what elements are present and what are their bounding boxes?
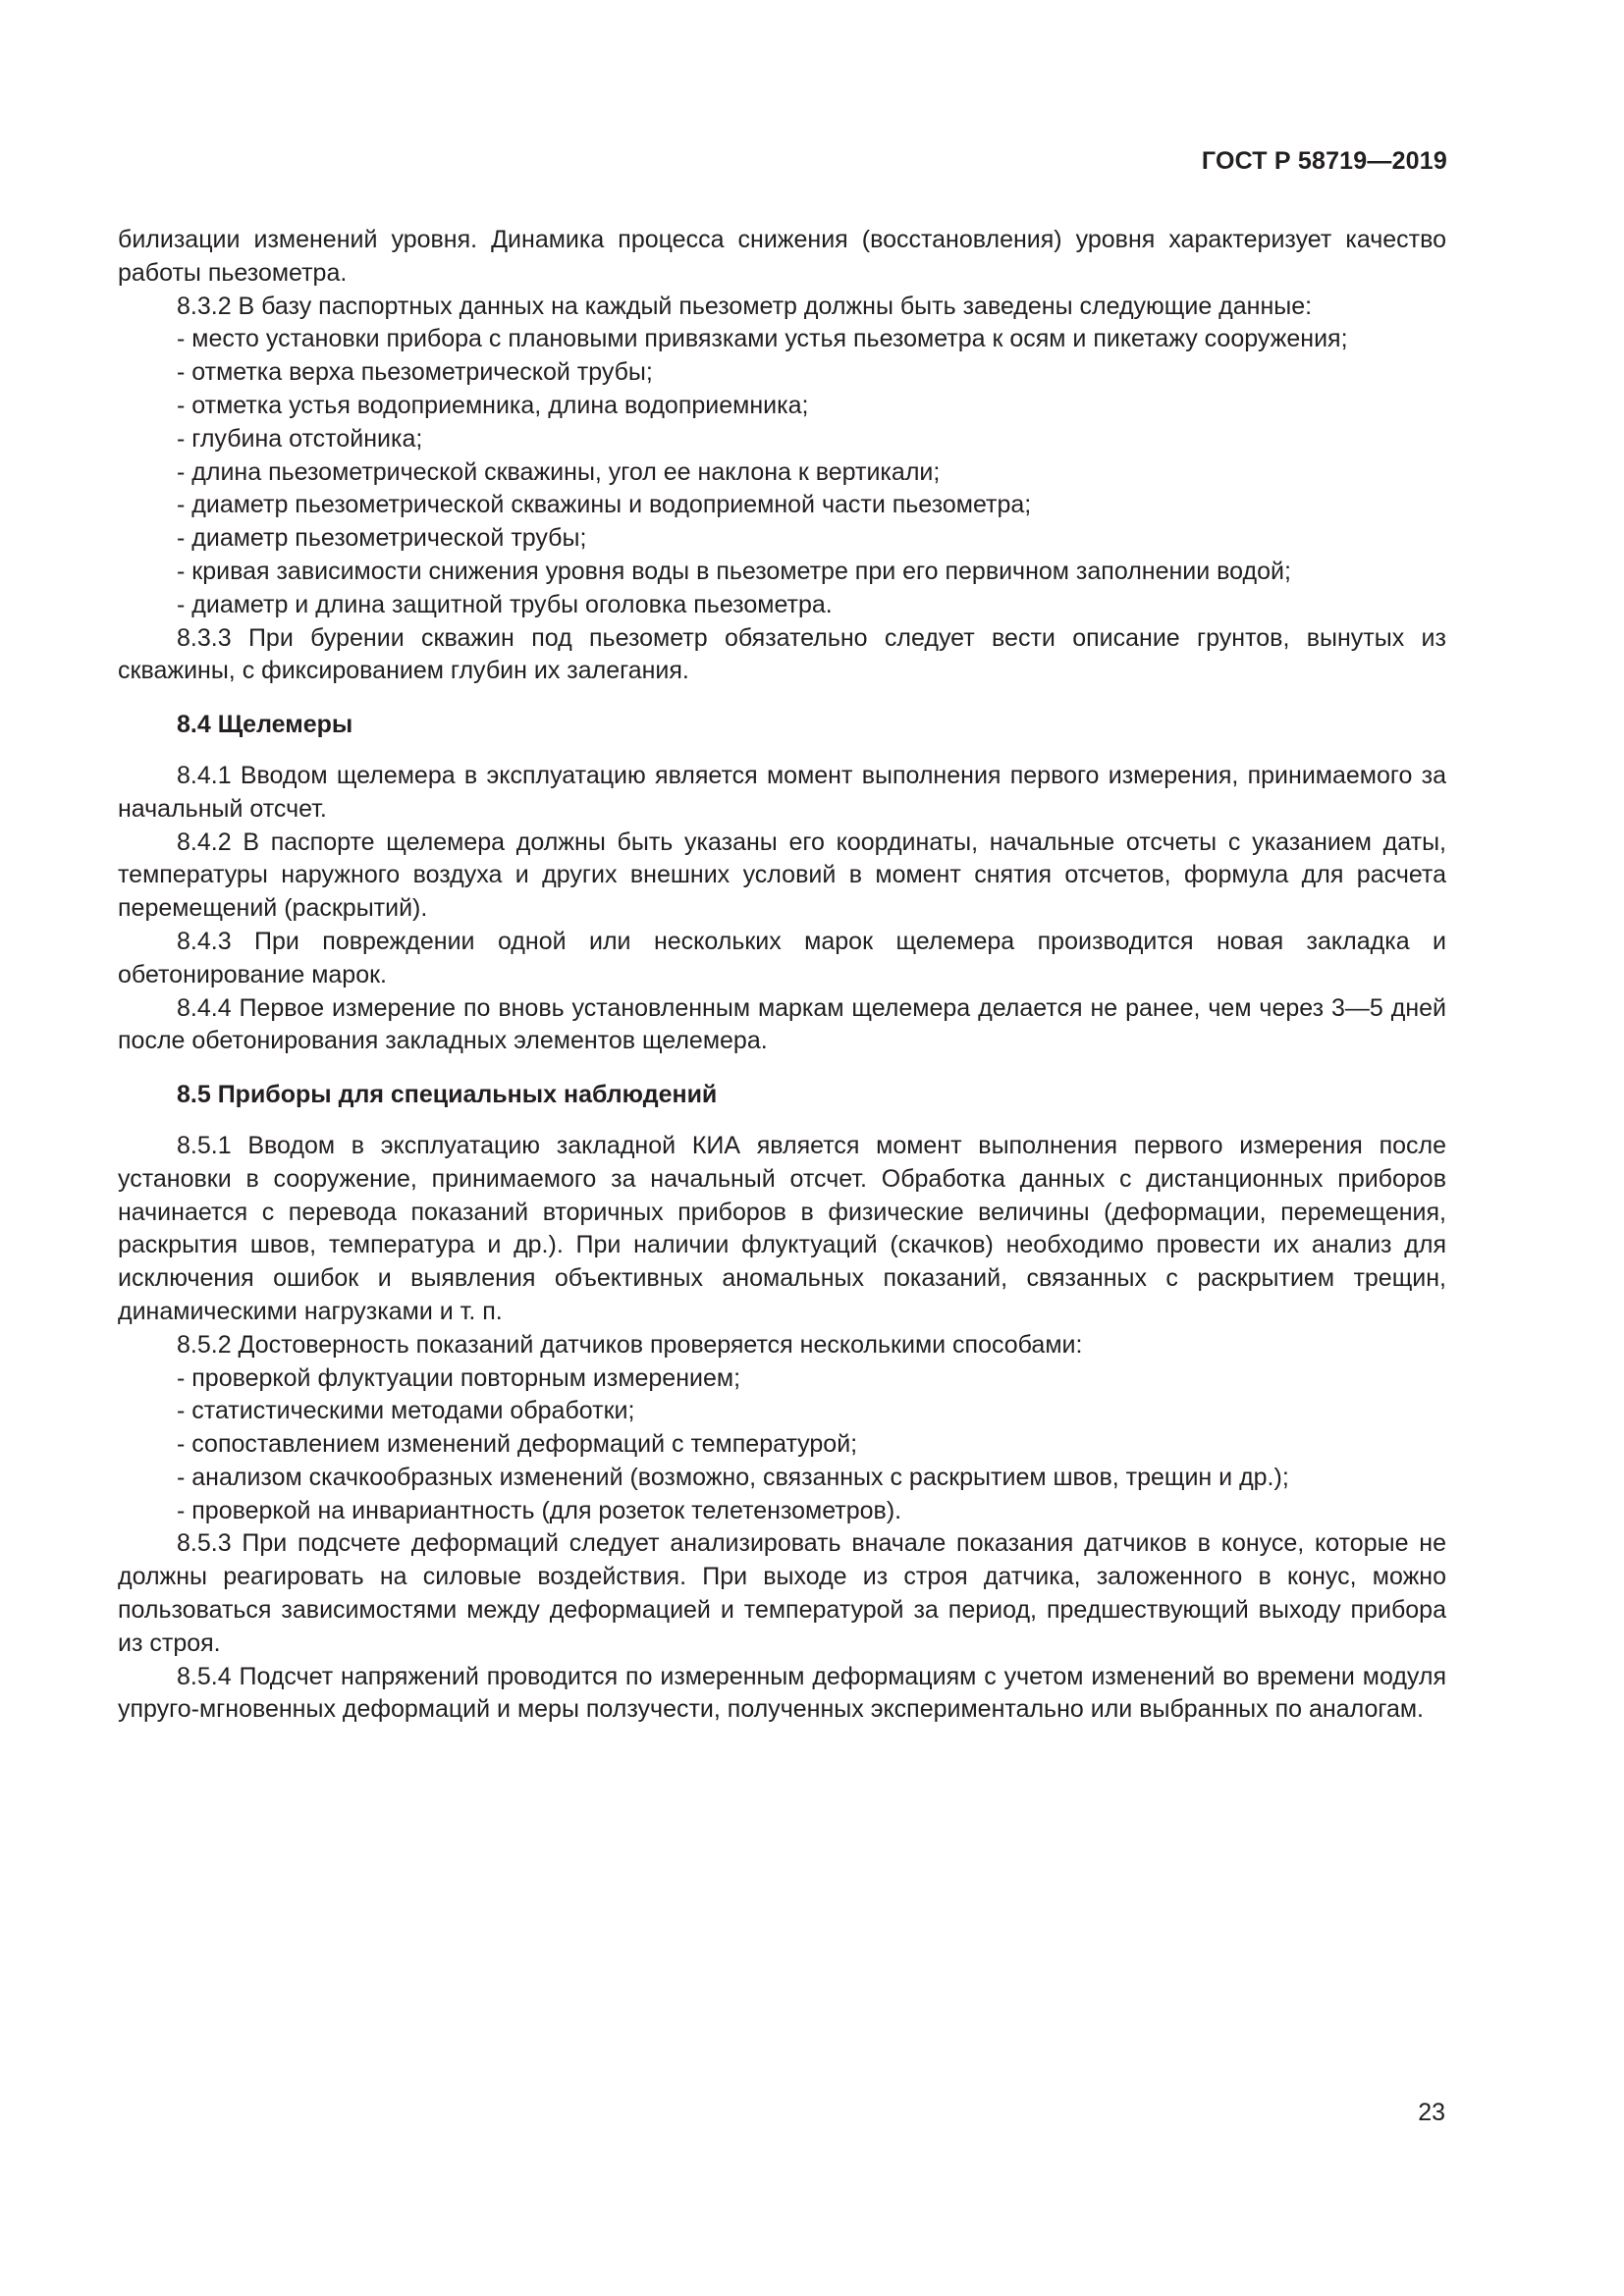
paragraph-8-3-2: 8.3.2 В базу паспортных данных на каждый пьезометр должны быть заведены следующие данные: xyxy=(177,292,1313,320)
document-header: ГОСТ Р 58719—2019 xyxy=(1201,147,1447,175)
section-heading-8-4: 8.4 Щелемеры xyxy=(177,711,353,739)
paragraph-8-5-4: 8.5.4 Подсчет напряжений проводится по измеренным деформациям с учетом изменений во времени модуля упруго-мгновенных деформаций и меры ползучести, полученных экспериментально или выбранных по аналогам. xyxy=(118,1662,1446,1724)
list-item: - статистическими методами обработки; xyxy=(177,1397,635,1425)
paragraph-8-4-4: 8.4.4 Первое измерение по вновь установленным маркам щелемера делается не ранее, чем через 3—5 дней после обетонирования закладных элементов щелемера. xyxy=(118,993,1446,1055)
list-item: - проверкой флуктуации повторным измерением; xyxy=(177,1363,741,1392)
list-item: - отметка устья водоприемника, длина водоприемника; xyxy=(177,391,809,419)
list-item: - диаметр и длина защитной трубы оголовка пьезометра. xyxy=(177,590,833,618)
list-item: - диаметр пьезометрической скважины и водоприемной части пьезометра; xyxy=(177,491,1032,519)
list-item: - диаметр пьезометрической трубы; xyxy=(177,524,587,553)
list-item: - место установки прибора с плановыми привязками устья пьезометра к осям и пикетажу сооружения; xyxy=(177,325,1348,353)
list-8-3-2 xyxy=(118,323,1446,621)
paragraph-8-3-3: 8.3.3 При бурении скважин под пьезометр обязательно следует вести описание грунтов, вынутых из скважины, с фиксированием глубин их залегания. xyxy=(118,623,1446,685)
document-body xyxy=(118,224,1446,1727)
list-item: - анализом скачкообразных изменений (возможно, связанных с раскрытием швов, трещин и др.); xyxy=(177,1463,1289,1491)
paragraph-intro: билизации изменений уровня. Динамика процесса снижения (восстановления) уровня характеризует качество работы пьезометра. xyxy=(118,226,1446,287)
paragraph-8-5-2: 8.5.2 Достоверность показаний датчиков проверяется несколькими способами: xyxy=(177,1330,1083,1359)
paragraph-8-4-3: 8.4.3 При повреждении одной или нескольких марок щелемера производится новая закладка и обетонирование марок. xyxy=(118,927,1446,988)
list-item: - глубина отстойника; xyxy=(177,424,423,453)
page-number: 23 xyxy=(1418,2099,1445,2126)
paragraph-8-4-1: 8.4.1 Вводом щелемера в эксплуатацию является момент выполнения первого измерения, принимаемого за начальный отсчет. xyxy=(118,761,1446,823)
list-item: - отметка верха пьезометрической трубы; xyxy=(177,358,653,387)
list-item: - сопоставлением изменений деформаций с температурой; xyxy=(177,1430,858,1459)
paragraph-8-4-2: 8.4.2 В паспорте щелемера должны быть указаны его координаты, начальные отсчеты с указанием даты, температуры наружного воздуха и других внешних условий в момент снятия отсчетов, формула для расчета перемещений (раскрытий). xyxy=(118,828,1446,923)
list-item: - длина пьезометрической скважины, угол ее наклона к вертикали; xyxy=(177,457,941,486)
section-heading-8-5: 8.5 Приборы для специальных наблюдений xyxy=(177,1081,718,1109)
list-item: - проверкой на инвариантность (для розеток телетензометров). xyxy=(177,1496,902,1524)
paragraph-8-5-3: 8.5.3 При подсчете деформаций следует анализировать вначале показания датчиков в конусе, которые не должны реагировать на силовые воздействия. При выходе из строя датчика, заложенного в конус, можно пользоваться зависимостями между деформацией и температурой за период, предшествующий выходу прибора из строя. xyxy=(118,1529,1446,1657)
paragraph-8-5-1: 8.5.1 Вводом в эксплуатацию закладной КИА является момент выполнения первого измерения после установки в сооружение, принимаемого за начальный отсчет. Обработка данных с дистанционных приборов начинается с перевода показаний вторичных приборов в физические величины (деформации, перемещения, раскрытия швов, температура и др.). При наличии флуктуаций (скачков) необходимо провести их анализ для исключения ошибок и выявления объективных аномальных показаний, связанных с раскрытием трещин, динамическими нагрузками и т. п. xyxy=(118,1131,1446,1325)
list-8-5-2 xyxy=(118,1362,1446,1528)
list-item: - кривая зависимости снижения уровня воды в пьезометре при его первичном заполнении водой; xyxy=(177,557,1291,585)
